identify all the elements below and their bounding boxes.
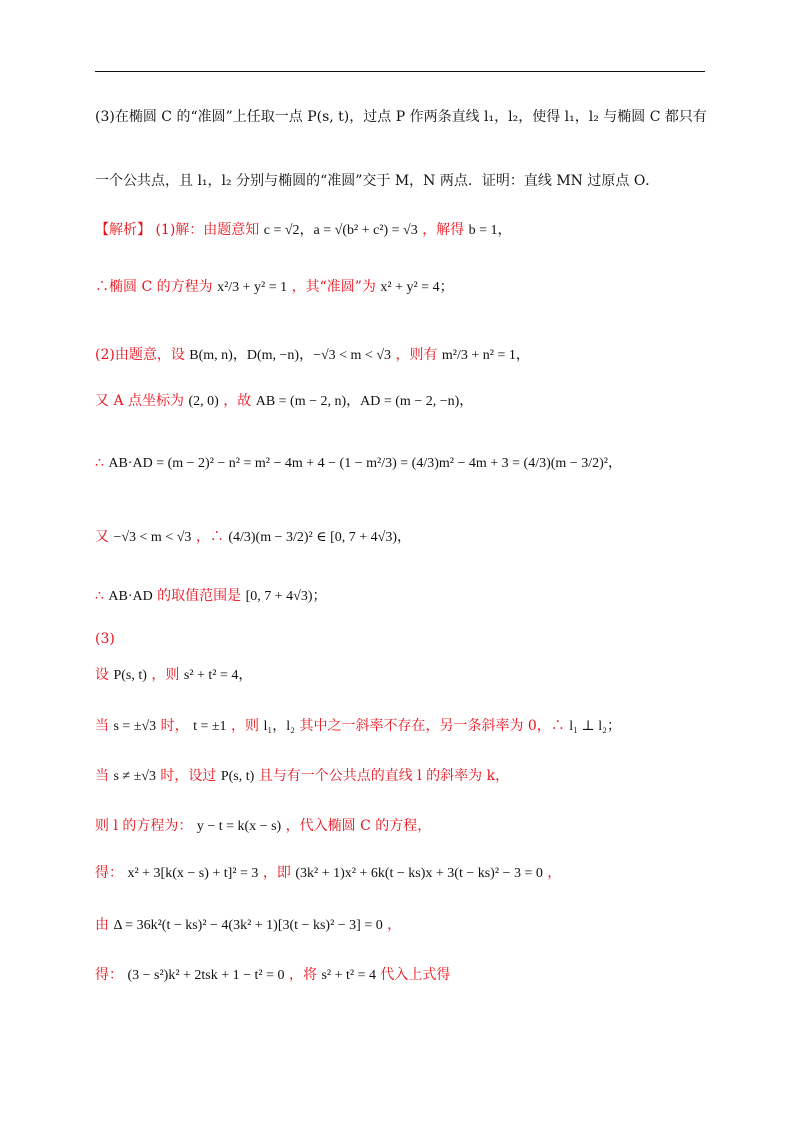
math-expression: c = √2，a = √(b² + c²) = √3	[263, 223, 418, 238]
solution-text: 代入上式得	[380, 967, 451, 983]
math-expression: s ≠ ±√3	[113, 769, 156, 784]
solution-text: 的取值范围是	[157, 588, 242, 604]
solution-text: 则 l 的方程为：	[95, 818, 193, 834]
solution-text: (2)由题意，设	[95, 347, 185, 363]
solution-text: 时，	[160, 718, 189, 734]
solution-line-13	[95, 862, 735, 885]
solution-text: 又 A 点坐标为	[95, 393, 185, 409]
math-expression: s² + t² = 4	[321, 968, 376, 983]
solution-line-8	[95, 628, 735, 650]
solution-text: ，	[547, 865, 562, 881]
math-expression: (4/3)(m − 3/2)² ∈ [0, 7 + 4√3)，	[228, 530, 411, 545]
math-expression: AB·AD = (m − 2)² − n² = m² − 4m + 4 − (1 − m²/3) = (4/3)m² − 4m + 3 = (4/3)(m − 3/2)²，	[108, 456, 622, 471]
solution-text: ∴	[95, 455, 104, 471]
solution-text: ，即	[262, 865, 291, 881]
solution-text: ，∴	[195, 529, 224, 545]
math-expression: x²/3 + y² = 1	[217, 280, 288, 295]
solution-line-7	[95, 585, 735, 608]
math-expression: (2, 0)	[188, 394, 219, 409]
solution-text: 时，设过	[160, 768, 217, 784]
solution-text: ，将	[288, 967, 317, 983]
math-expression: l₁ ⊥ l₂；	[569, 719, 621, 734]
solution-line-15	[95, 964, 735, 987]
math-expression: x² + y² = 4；	[380, 280, 454, 295]
math-expression: Δ = 36k²(t − ks)² − 4(3k² + 1)[3(t − ks)² − 3] = 0	[113, 918, 383, 933]
solution-line-1	[95, 219, 735, 242]
solution-text: 得：	[95, 967, 123, 983]
math-expression: l₁，l₂	[263, 719, 295, 734]
solution-text: ∴椭圆 C 的方程为	[95, 279, 213, 295]
solution-text: 又	[95, 529, 109, 545]
solution-text: (1)解：由题意知	[155, 222, 260, 238]
solution-line-4	[95, 390, 735, 413]
solution-text: 得：	[95, 865, 123, 881]
math-expression: s² + t² = 4，	[183, 668, 253, 683]
solution-text: ，则有	[395, 347, 438, 363]
solution-text: ∴	[95, 588, 104, 604]
math-expression: b = 1，	[468, 223, 512, 238]
solution-tag: 【解析】	[95, 222, 151, 238]
solution-text: 其中之一斜率不存在，另一条斜率为 0，∴	[299, 718, 565, 734]
solution-line-2	[95, 276, 735, 299]
math-expression: −√3 < m < √3	[113, 530, 192, 545]
solution-text: ，其“准圆”为	[291, 279, 376, 295]
math-expression: t = ±1	[193, 719, 227, 734]
solution-text: (3)	[95, 631, 115, 647]
math-expression: x² + 3[k(x − s) + t]² = 3	[127, 866, 259, 881]
solution-line-9	[95, 664, 735, 687]
solution-text: 设	[95, 667, 109, 683]
solution-text: 当	[95, 718, 109, 734]
math-expression: m²/3 + n² = 1，	[441, 348, 530, 363]
math-expression: (3k² + 1)x² + 6k(t − ks)x + 3(t − ks)² − 3 = 0	[295, 866, 543, 881]
math-expression: AB = (m − 2, n)，AD = (m − 2, −n)，	[255, 394, 474, 409]
solution-line-5	[95, 452, 735, 475]
math-expression: B(m, n)，D(m, −n)，−√3 < m < √3	[189, 348, 392, 363]
problem-line-2	[95, 170, 735, 192]
solution-text: ，故	[223, 393, 252, 409]
solution-line-10	[95, 715, 735, 738]
solution-text: ，则	[231, 718, 259, 734]
solution-line-12	[95, 815, 735, 838]
problem-text: (3)在椭圆 C 的“准圆”上任取一点 P(s, t)，过点 P 作两条直线 l₁，l₂，使得 l₁，l₂ 与椭圆 C 都只有	[95, 109, 707, 125]
solution-line-6	[95, 526, 735, 549]
solution-line-11	[95, 765, 735, 788]
problem-line-1	[95, 106, 735, 128]
solution-text: ，代入椭圆 C 的方程，	[285, 818, 432, 834]
problem-text: 一个公共点，且 l₁，l₂ 分别与椭圆的“准圆”交于 M，N 两点．证明：直线 MN 过原点 O．	[95, 173, 660, 189]
math-expression: (3 − s²)k² + 2tsk + 1 − t² = 0	[127, 968, 285, 983]
solution-text: 当	[95, 768, 109, 784]
math-expression: y − t = k(x − s)	[196, 819, 282, 834]
solution-line-14	[95, 914, 735, 937]
math-expression: s = ±√3	[113, 719, 157, 734]
solution-line-3	[95, 344, 735, 367]
math-expression: P(s, t)	[220, 769, 255, 784]
solution-text: 由	[95, 917, 109, 933]
header-rule	[95, 71, 705, 72]
solution-text: ，则	[151, 667, 180, 683]
math-expression: [0, 7 + 4√3)；	[245, 589, 327, 604]
solution-text: ，解得	[422, 222, 465, 238]
math-expression: AB·AD	[108, 589, 153, 604]
solution-text: ，	[387, 917, 402, 933]
solution-text: 且与有一个公共点的直线 l 的斜率为 k，	[258, 768, 510, 784]
math-expression: P(s, t)	[113, 668, 147, 683]
